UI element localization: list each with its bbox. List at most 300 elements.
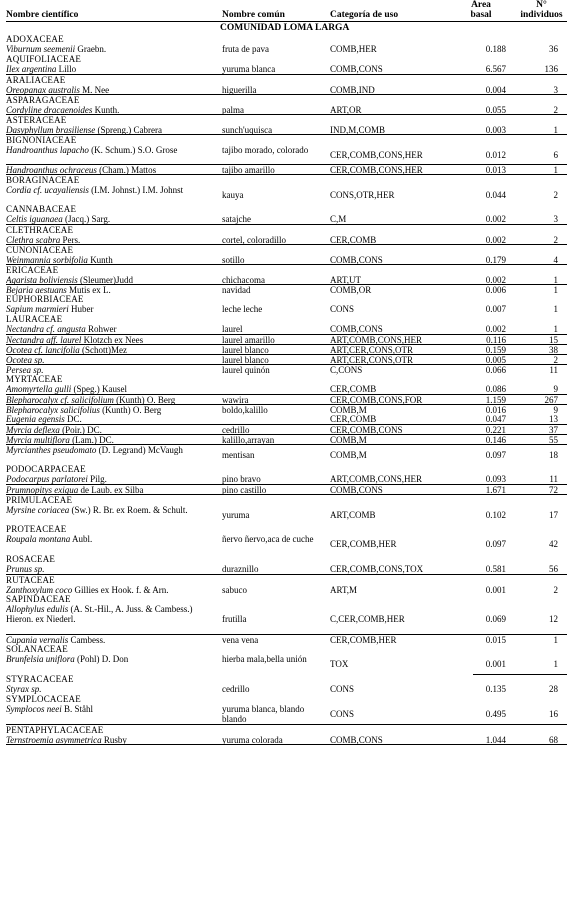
individuals-count: 16 bbox=[549, 709, 558, 719]
basal-area: 0.002 bbox=[485, 324, 506, 334]
species-authority: (Kunth) O. Berg bbox=[99, 405, 162, 415]
species-name: Viburnum seemenii bbox=[6, 44, 76, 54]
basal-area: 1.159 bbox=[485, 395, 506, 405]
basal-area: 0.066 bbox=[485, 365, 506, 375]
basal-area: 0.055 bbox=[485, 105, 506, 115]
use-category: CER,COMB,CONS bbox=[330, 425, 403, 435]
species-authority: Pers. bbox=[60, 235, 81, 245]
family-name: ERICACEAE bbox=[6, 265, 59, 275]
common-name: yuruma blanca, blando blando bbox=[222, 704, 305, 724]
common-name: yuruma blanca bbox=[222, 64, 276, 74]
family-name: CLETHRACEAE bbox=[6, 225, 74, 235]
common-name: cedrillo bbox=[222, 684, 250, 694]
table-row bbox=[6, 164, 567, 174]
table-row bbox=[6, 394, 567, 404]
family-name: ROSACEAE bbox=[6, 554, 56, 564]
common-name: wawira bbox=[222, 395, 249, 405]
basal-area: 0.012 bbox=[485, 150, 506, 160]
table-row bbox=[6, 374, 567, 394]
scientific-name bbox=[6, 44, 212, 54]
scientific-name bbox=[6, 64, 212, 74]
table-row bbox=[6, 494, 567, 524]
family-name: CUNONIACEAE bbox=[6, 245, 74, 255]
common-name: kauya bbox=[222, 190, 244, 200]
header-individuals: N° individuos bbox=[520, 0, 563, 20]
family-name: BORAGINACEAE bbox=[6, 175, 80, 185]
individuals-count: 1 bbox=[553, 275, 558, 285]
family-name: STYRACACEAE bbox=[6, 674, 74, 684]
common-name: sotillo bbox=[222, 255, 245, 265]
individuals-count: 2 bbox=[553, 355, 558, 365]
basal-area: 0.116 bbox=[486, 335, 506, 345]
use-category: COMB,CONS bbox=[330, 324, 383, 334]
basal-area: 0.002 bbox=[485, 235, 506, 245]
table-row bbox=[6, 134, 567, 164]
table-row bbox=[6, 244, 567, 264]
individuals-count: 3 bbox=[553, 85, 558, 95]
basal-area: 0.097 bbox=[485, 450, 506, 460]
common-name: satajche bbox=[222, 214, 251, 224]
family-name: PROTEACEAE bbox=[6, 524, 67, 534]
scientific-name bbox=[6, 704, 212, 714]
use-category: IND,M,COMB bbox=[330, 125, 386, 135]
basal-area: 0.004 bbox=[485, 85, 506, 95]
individuals-count: 2 bbox=[553, 190, 558, 200]
table-row bbox=[6, 54, 567, 74]
use-category: COMB,HER bbox=[330, 44, 377, 54]
common-name: vena vena bbox=[222, 635, 259, 645]
header-common-name: Nombre común bbox=[222, 10, 285, 20]
use-category: CONS bbox=[330, 304, 355, 314]
use-category: ART,COMB,CONS,HER bbox=[330, 335, 423, 345]
table-row bbox=[6, 434, 567, 444]
individuals-count: 36 bbox=[549, 44, 558, 54]
common-name: laurel quinón bbox=[222, 365, 270, 375]
table-row bbox=[6, 574, 567, 594]
common-name: navidad bbox=[222, 285, 251, 295]
use-category: CER,COMB bbox=[330, 414, 377, 424]
family-name: ASTERACEAE bbox=[6, 115, 67, 125]
species-authority: Rusby bbox=[101, 735, 127, 745]
table-row bbox=[6, 674, 567, 694]
species-name: Oreopanax australis bbox=[6, 85, 80, 95]
table-row bbox=[6, 284, 567, 294]
use-category: CONS bbox=[330, 709, 355, 719]
use-category: CER,COMB,CONS,TOX bbox=[330, 564, 424, 574]
basal-area: 0.007 bbox=[485, 304, 506, 314]
table-row bbox=[6, 34, 567, 54]
common-name: sabuco bbox=[222, 585, 247, 595]
use-category: ART,CER,CONS,OTR bbox=[330, 355, 414, 365]
species-authority: Lillo bbox=[56, 64, 77, 74]
species-name: Sapium marmieri bbox=[6, 304, 69, 314]
species-name: Cordyline dracaenoides bbox=[6, 105, 93, 115]
family-name: AQUIFOLIACEAE bbox=[6, 54, 82, 64]
common-name: yuruma colorada bbox=[222, 735, 283, 745]
species-name: Agarista boliviensis bbox=[6, 275, 78, 285]
species-name: Handroanthus lapacho bbox=[6, 145, 89, 155]
species-authority: M. Nee bbox=[79, 85, 110, 95]
use-category: COMB,IND bbox=[330, 85, 375, 95]
table-row bbox=[6, 114, 567, 134]
individuals-count: 68 bbox=[549, 735, 558, 745]
common-name: pino bravo bbox=[222, 474, 261, 484]
use-category: CER,COMB,CONS,FOR bbox=[330, 395, 423, 405]
individuals-count: 1 bbox=[553, 165, 558, 175]
use-category: COMB,CONS bbox=[330, 735, 383, 745]
individuals-count: 13 bbox=[549, 414, 558, 424]
use-category: ART,M bbox=[330, 585, 358, 595]
individuals-count: 28 bbox=[549, 684, 558, 694]
species-name: Dasyphyllum brasiliense bbox=[6, 125, 96, 135]
species-authority: Kunth. bbox=[92, 105, 120, 115]
species-name: Blepharocalyx salicifolius bbox=[6, 405, 100, 415]
use-category: ART,COMB bbox=[330, 510, 376, 520]
individuals-count: 136 bbox=[544, 64, 558, 74]
species-name: Nectandra cf. angusta bbox=[6, 324, 86, 334]
use-category: CER,COMB,HER bbox=[330, 635, 397, 645]
species-authority: (Speg.) Kausel bbox=[71, 384, 127, 394]
species-authority: Graebn. bbox=[75, 44, 107, 54]
common-name: leche leche bbox=[222, 304, 263, 314]
common-name: palma bbox=[222, 105, 244, 115]
common-name: kalillo,arrayan bbox=[222, 435, 275, 445]
family-name: ADOXACEAE bbox=[6, 34, 64, 44]
basal-area: 6.567 bbox=[485, 64, 506, 74]
individuals-count: 4 bbox=[553, 255, 558, 265]
species-name: Podocarpus parlatorei bbox=[6, 474, 88, 484]
basal-area: 0.581 bbox=[485, 564, 506, 574]
common-name: laurel blanco bbox=[222, 355, 269, 365]
community-title: COMUNIDAD LOMA LARGA bbox=[220, 23, 350, 33]
family-name: LAURACEAE bbox=[6, 314, 63, 324]
table-row bbox=[6, 414, 567, 424]
basal-area: 0.002 bbox=[485, 214, 506, 224]
basal-area: 0.047 bbox=[485, 414, 506, 424]
family-name: PODOCARPACEAE bbox=[6, 464, 86, 474]
table-row bbox=[6, 174, 567, 204]
individuals-count: 3 bbox=[553, 214, 558, 224]
use-category: C,CONS bbox=[330, 365, 363, 375]
basal-area: 0.069 bbox=[485, 614, 506, 624]
use-category: CONS bbox=[330, 684, 355, 694]
individuals-count: 9 bbox=[553, 384, 558, 394]
common-name: boldo,kalillo bbox=[222, 405, 268, 415]
common-name: tajibo morado, colorado bbox=[222, 145, 309, 155]
species-name: Symplocos neei bbox=[6, 704, 62, 714]
species-authority: de Laub. ex Silba bbox=[78, 485, 144, 495]
table-row bbox=[6, 424, 567, 434]
header-basal-area: Area basal bbox=[470, 0, 492, 20]
common-name: duraznillo bbox=[222, 564, 259, 574]
species-name: Eugenia egensis bbox=[6, 414, 65, 424]
use-category: COMB,CONS bbox=[330, 64, 383, 74]
common-name: yuruma bbox=[222, 510, 250, 520]
table-row bbox=[6, 74, 567, 94]
species-authority: Huber bbox=[68, 304, 94, 314]
species-name: Bejaria aestuans bbox=[6, 285, 67, 295]
use-category: ART,UT bbox=[330, 275, 362, 285]
individuals-count: 12 bbox=[549, 614, 558, 624]
species-authority: Mutis ex L. bbox=[66, 285, 111, 295]
use-category: CER,COMB bbox=[330, 235, 377, 245]
basal-area: 0.013 bbox=[485, 165, 506, 175]
species-authority: (I.M. Johnst.) I.M. Johnst bbox=[88, 185, 184, 195]
scientific-name bbox=[6, 145, 212, 155]
table-row bbox=[6, 554, 567, 574]
individuals-count: 72 bbox=[549, 485, 558, 495]
scientific-name bbox=[6, 304, 212, 314]
individuals-count: 9 bbox=[553, 405, 558, 415]
table-row bbox=[6, 364, 567, 374]
use-category: TOX bbox=[330, 659, 349, 669]
table-row bbox=[6, 354, 567, 364]
common-name: laurel blanco bbox=[222, 345, 269, 355]
species-name: Ocotea sp. bbox=[6, 355, 45, 365]
use-category: CER,COMB,HER bbox=[330, 539, 397, 549]
individuals-count: 1 bbox=[553, 635, 558, 645]
species-authority: (Sleumer)Judd bbox=[77, 275, 133, 285]
species-name: Myrsine coriacea bbox=[6, 505, 70, 515]
species-authority: Rohwer bbox=[85, 324, 117, 334]
table-row bbox=[6, 264, 567, 284]
species-authority: Klotzch ex Nees bbox=[81, 335, 144, 345]
basal-area: 0.093 bbox=[485, 474, 506, 484]
individuals-count: 1 bbox=[553, 659, 558, 669]
basal-area: 0.179 bbox=[485, 255, 506, 265]
scientific-name bbox=[6, 604, 212, 624]
species-name: Handroanthus ochraceus bbox=[6, 165, 97, 175]
species-name: Prumnopitys exigua bbox=[6, 485, 79, 495]
family-name: PRIMULACEAE bbox=[6, 495, 73, 505]
species-authority: Gillies ex Hook. f. & Arn. bbox=[72, 585, 169, 595]
basal-area: 0.102 bbox=[485, 510, 506, 520]
scientific-name bbox=[6, 534, 212, 544]
individuals-count: 15 bbox=[549, 335, 558, 345]
use-category: COMB,M bbox=[330, 435, 367, 445]
common-name: hierba mala,bella unión bbox=[222, 654, 307, 664]
table-row bbox=[6, 204, 567, 224]
species-name: Zanthoxylum coco bbox=[6, 585, 73, 595]
common-name: pino castillo bbox=[222, 485, 267, 495]
individuals-count: 42 bbox=[549, 539, 558, 549]
table-row bbox=[6, 694, 567, 724]
table-bottom-rule bbox=[6, 744, 567, 745]
basal-area: 0.001 bbox=[485, 659, 506, 669]
basal-area: 0.188 bbox=[485, 44, 506, 54]
species-authority: Kunth bbox=[87, 255, 113, 265]
use-category: CER,COMB,CONS,HER bbox=[330, 150, 423, 160]
family-name: EUPHORBIACEAE bbox=[6, 294, 84, 304]
basal-area: 0.006 bbox=[485, 285, 506, 295]
partial-rule bbox=[473, 674, 567, 675]
species-name: Blepharocalyx cf. salicifolium bbox=[6, 395, 114, 405]
table-row bbox=[6, 594, 567, 634]
common-name: sunch'uquisca bbox=[222, 125, 273, 135]
scientific-name bbox=[6, 185, 212, 195]
table-row bbox=[6, 294, 567, 314]
species-authority: (Cham.) Mattos bbox=[96, 165, 157, 175]
species-name: Prunus sp. bbox=[6, 564, 45, 574]
use-category: COMB,CONS bbox=[330, 255, 383, 265]
scientific-name bbox=[6, 414, 212, 424]
scientific-name bbox=[6, 445, 212, 455]
individuals-count: 1 bbox=[553, 304, 558, 314]
basal-area: 0.146 bbox=[485, 435, 506, 445]
scientific-name bbox=[6, 684, 212, 694]
individuals-count: 2 bbox=[553, 105, 558, 115]
table-row bbox=[6, 484, 567, 494]
individuals-count: 18 bbox=[549, 450, 558, 460]
individuals-count: 6 bbox=[553, 150, 558, 160]
table-row bbox=[6, 464, 567, 484]
use-category: C,M bbox=[330, 214, 347, 224]
species-authority: Pilg. bbox=[87, 474, 107, 484]
scientific-name bbox=[6, 384, 212, 394]
species-authority: Aubl. bbox=[70, 534, 93, 544]
table-header bbox=[6, 0, 567, 22]
individuals-count: 2 bbox=[553, 235, 558, 245]
species-authority: (Schott)Mez bbox=[79, 345, 127, 355]
table-row bbox=[6, 634, 567, 644]
basal-area: 0.015 bbox=[485, 635, 506, 645]
species-authority: B. Ståhl bbox=[61, 704, 93, 714]
common-name: laurel bbox=[222, 324, 243, 334]
individuals-count: 56 bbox=[549, 564, 558, 574]
basal-area: 0.086 bbox=[485, 384, 506, 394]
table-row bbox=[6, 724, 567, 744]
species-authority: (Lam.) DC. bbox=[69, 435, 114, 445]
family-name: MYRTACEAE bbox=[6, 374, 63, 384]
common-name: chichacoma bbox=[222, 275, 265, 285]
individuals-count: 1 bbox=[553, 125, 558, 135]
family-name: PENTAPHYLACACEAE bbox=[6, 725, 104, 735]
common-name: cortel, coloradillo bbox=[222, 235, 286, 245]
family-name: ASPARAGACEAE bbox=[6, 95, 80, 105]
individuals-count: 11 bbox=[549, 474, 558, 484]
common-name: fruta de pava bbox=[222, 44, 269, 54]
species-authority: (Sw.) R. Br. ex Roem. & Schult. bbox=[69, 505, 188, 515]
basal-area: 0.005 bbox=[485, 355, 506, 365]
basal-area: 0.135 bbox=[485, 684, 506, 694]
use-category: ART,OR bbox=[330, 105, 362, 115]
basal-area: 0.221 bbox=[485, 425, 506, 435]
species-authority: Cambess. bbox=[68, 635, 106, 645]
common-name: laurel amarillo bbox=[222, 335, 275, 345]
table-body bbox=[6, 34, 567, 745]
species-name: Clethra scabra bbox=[6, 235, 61, 245]
species-name: Myrcianthes pseudomato bbox=[6, 445, 97, 455]
basal-area: 0.016 bbox=[485, 405, 506, 415]
species-name: Ilex argentina bbox=[6, 64, 57, 74]
scientific-name bbox=[6, 505, 212, 515]
header-scientific-name: Nombre científico bbox=[6, 10, 79, 20]
basal-area: 0.097 bbox=[485, 539, 506, 549]
species-name: Styrax sp. bbox=[6, 684, 42, 694]
scientific-name bbox=[6, 474, 212, 484]
individuals-count: 38 bbox=[549, 345, 558, 355]
scientific-name bbox=[6, 654, 212, 664]
species-name: Myrcia multiflora bbox=[6, 435, 70, 445]
use-category: COMB,CONS bbox=[330, 485, 383, 495]
species-authority: (Jacq.) Sarg. bbox=[62, 214, 111, 224]
species-name: Cordia cf. ucayaliensis bbox=[6, 185, 89, 195]
table-row bbox=[6, 224, 567, 244]
family-name: CANNABACEAE bbox=[6, 204, 77, 214]
table-row bbox=[6, 644, 567, 674]
common-name: tajibo amarillo bbox=[222, 165, 275, 175]
individuals-count: 11 bbox=[549, 365, 558, 375]
common-name: ñervo ñervo,aca de cuche bbox=[222, 534, 314, 544]
species-name: Celtis iguanaea bbox=[6, 214, 63, 224]
species-table bbox=[6, 0, 567, 919]
species-name: Persea sp. bbox=[6, 365, 44, 375]
basal-area: 0.159 bbox=[485, 345, 506, 355]
family-name: RUTACEAE bbox=[6, 575, 55, 585]
table-row bbox=[6, 94, 567, 114]
table-row bbox=[6, 444, 567, 464]
use-category: CER,COMB,CONS,HER bbox=[330, 165, 423, 175]
table-row bbox=[6, 404, 567, 414]
species-authority: (Pohl) D. Don bbox=[74, 654, 129, 664]
basal-area: 0.495 bbox=[485, 709, 506, 719]
use-category: CER,COMB bbox=[330, 384, 377, 394]
species-name: Allophylus edulis bbox=[6, 604, 69, 614]
use-category: COMB,M bbox=[330, 450, 367, 460]
table-row bbox=[6, 344, 567, 354]
species-name: Brunfelsia uniflora bbox=[6, 654, 75, 664]
table-row bbox=[6, 524, 567, 554]
family-name: ARALIACEAE bbox=[6, 75, 66, 85]
species-authority: DC. bbox=[64, 414, 82, 424]
basal-area: 0.003 bbox=[485, 125, 506, 135]
family-name: SYMPLOCACEAE bbox=[6, 694, 81, 704]
individuals-count: 1 bbox=[553, 324, 558, 334]
table-row bbox=[6, 334, 567, 344]
species-authority: (K. Schum.) S.O. Grose bbox=[88, 145, 178, 155]
basal-area: 0.001 bbox=[485, 585, 506, 595]
species-authority: (Kunth) O. Berg bbox=[113, 395, 176, 405]
species-name: Roupala montana bbox=[6, 534, 71, 544]
scientific-name bbox=[6, 564, 212, 574]
individuals-count: 267 bbox=[544, 395, 558, 405]
individuals-count: 55 bbox=[549, 435, 558, 445]
use-category: ART,CER,CONS,OTR bbox=[330, 345, 414, 355]
species-name: Amomyrtella gulli bbox=[6, 384, 72, 394]
family-name: SOLANACEAE bbox=[6, 644, 68, 654]
header-use-category: Categoría de uso bbox=[330, 10, 399, 20]
basal-area: 0.044 bbox=[485, 190, 506, 200]
table-row bbox=[6, 314, 567, 334]
species-name: Weinmannia sorbifolia bbox=[6, 255, 88, 265]
species-name: Cupania vernalis bbox=[6, 635, 69, 645]
common-name: cedrillo bbox=[222, 425, 250, 435]
individuals-count: 1 bbox=[553, 285, 558, 295]
use-category: COMB,M bbox=[330, 405, 367, 415]
basal-area: 1.044 bbox=[485, 735, 506, 745]
use-category: ART,COMB,CONS,HER bbox=[330, 474, 423, 484]
use-category: C,CER,COMB,HER bbox=[330, 614, 405, 624]
individuals-count: 37 bbox=[549, 425, 558, 435]
species-authority: (A. St.-Hil., A. Juss. & Cambess.) Hieron. ex Niederl. bbox=[6, 604, 193, 624]
common-name: mentisan bbox=[222, 450, 255, 460]
common-name: higuerilla bbox=[222, 85, 257, 95]
common-name: frutilla bbox=[222, 614, 247, 624]
basal-area: 0.002 bbox=[485, 275, 506, 285]
basal-area: 1.671 bbox=[485, 485, 506, 495]
species-name: Nectandra aff. laurel bbox=[6, 335, 82, 345]
family-name: BIGNONIACEAE bbox=[6, 135, 77, 145]
